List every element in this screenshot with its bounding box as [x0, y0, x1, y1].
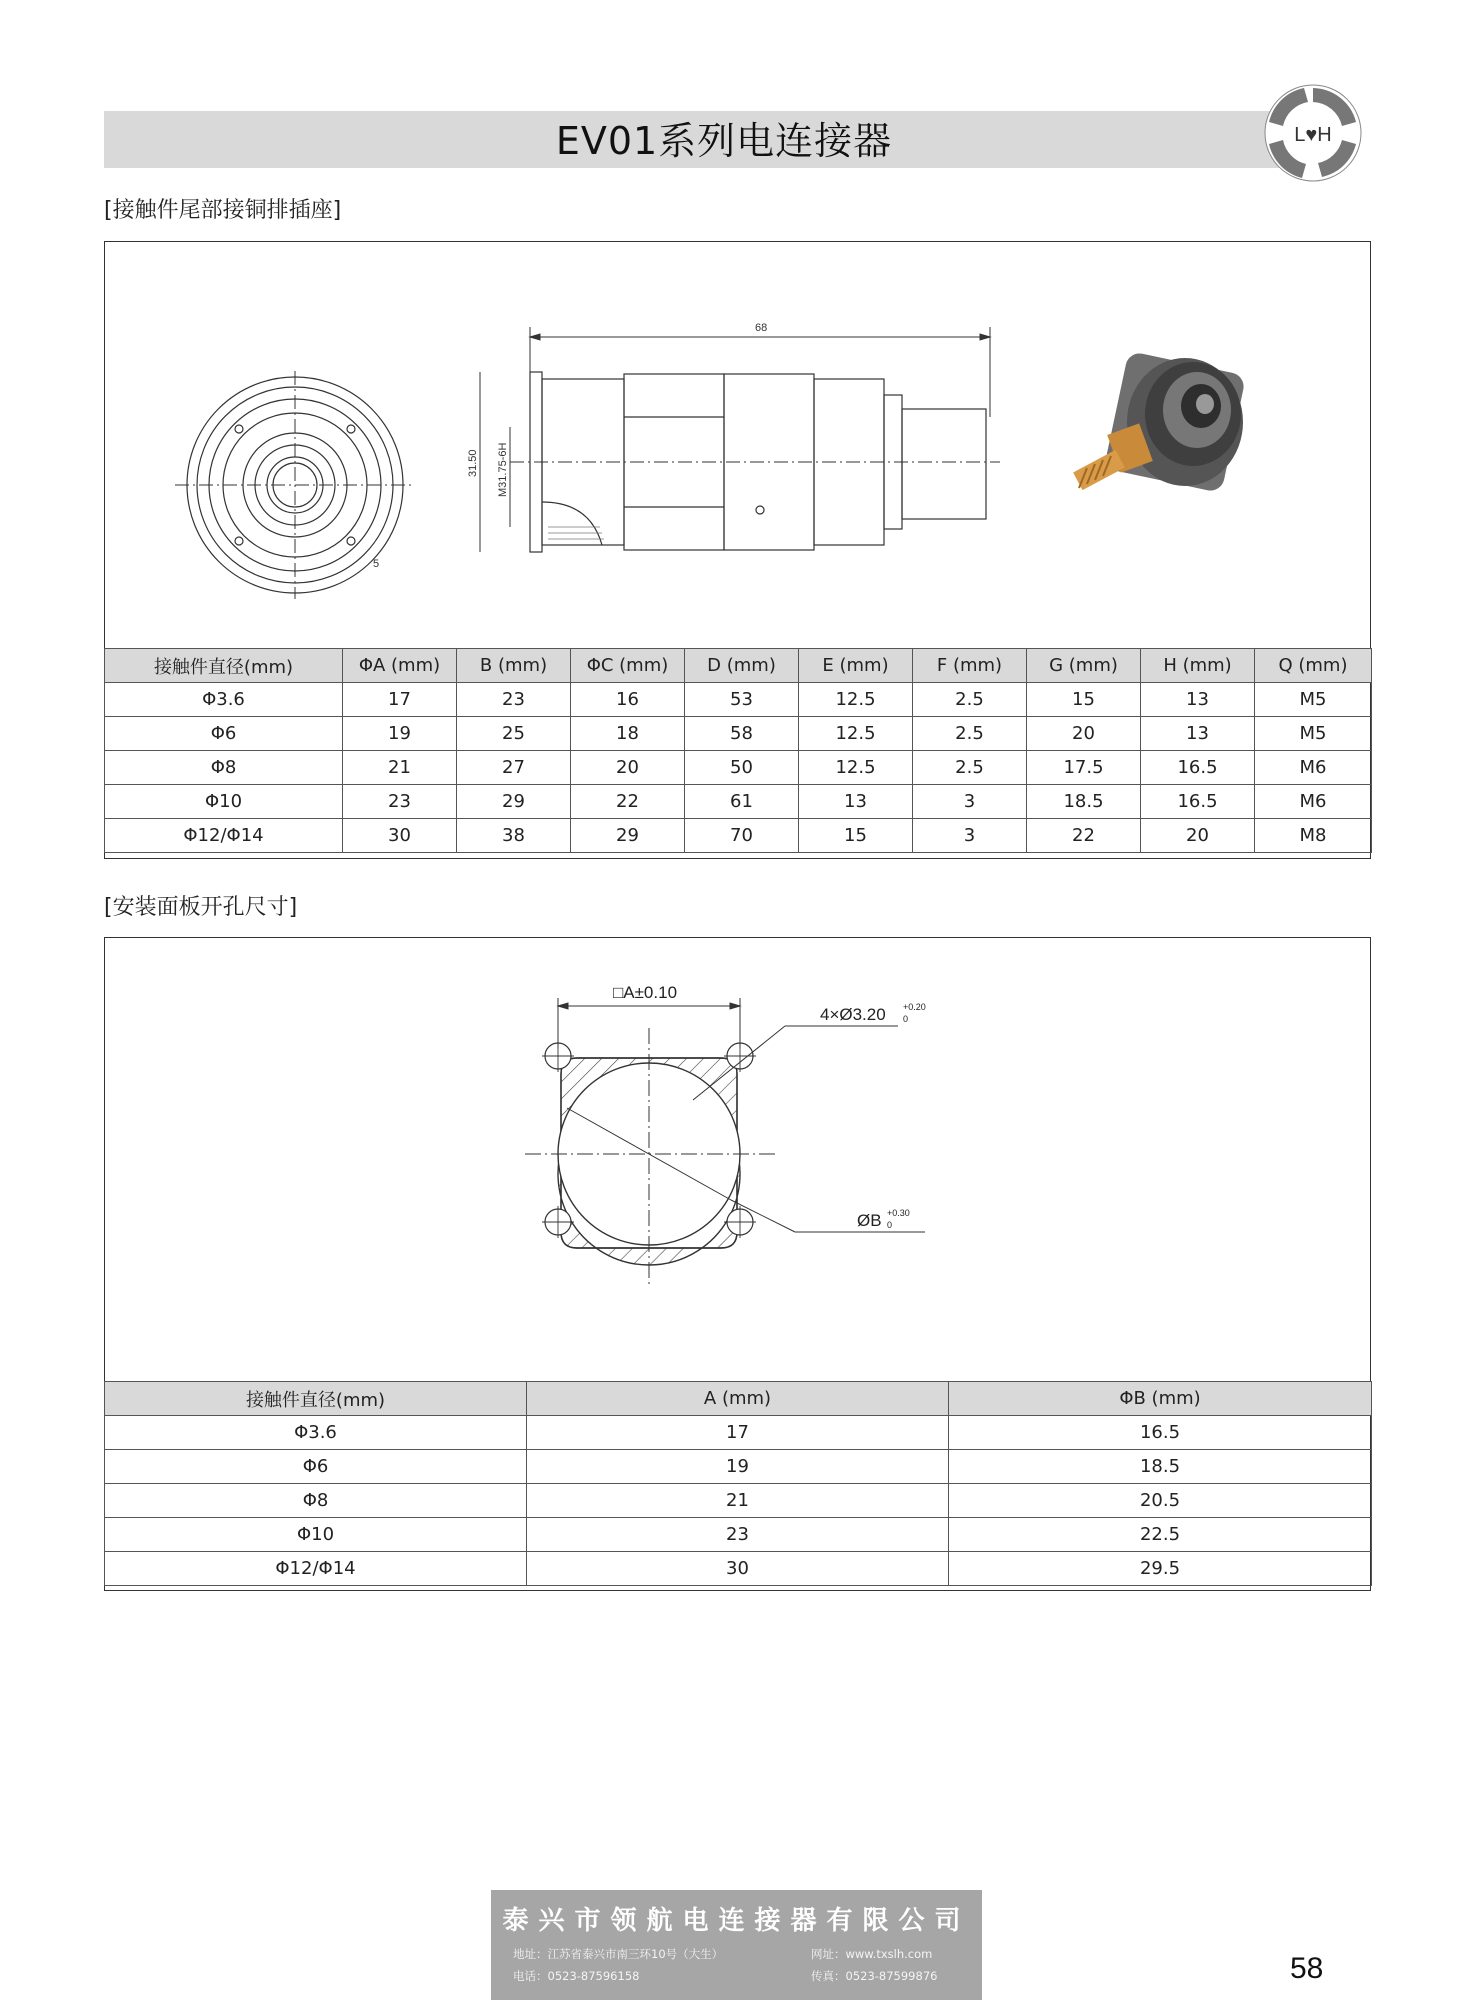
- table-row: [105, 683, 1372, 717]
- table-cell: 13: [799, 785, 913, 819]
- header-cell: Q (mm): [1255, 649, 1372, 683]
- table-row: [105, 1484, 1372, 1518]
- table-cell: 18.5: [1027, 785, 1141, 819]
- table-cell: 38: [457, 819, 571, 853]
- table-cell: 19: [527, 1450, 949, 1484]
- table-header-row: [105, 1382, 1372, 1416]
- table-cell: 53: [685, 683, 799, 717]
- dim-length-label: 68: [755, 322, 768, 334]
- table-cell: 16: [571, 683, 685, 717]
- dim-b-tol-lower: 0: [887, 1220, 893, 1230]
- side-view-drawing: [450, 317, 1010, 597]
- table-cell: 2.5: [913, 683, 1027, 717]
- header-cell: 接触件直径(mm): [105, 1382, 527, 1416]
- section-label-panel-cutout: [安装面板开孔尺寸]: [104, 895, 298, 920]
- section-label-socket: [接触件尾部接铜排插座]: [104, 198, 342, 223]
- table-cell: 16.5: [1141, 751, 1255, 785]
- table-cell: Φ10: [105, 785, 343, 819]
- table-cell: Φ12/Φ14: [105, 1552, 527, 1586]
- table-cell: 17: [527, 1416, 949, 1450]
- table-cell: Φ8: [105, 751, 343, 785]
- table-cell: 20: [571, 751, 685, 785]
- table-cell: 13: [1141, 717, 1255, 751]
- table-cell: 27: [457, 751, 571, 785]
- table-cell: 2.5: [913, 751, 1027, 785]
- table-cell: 20: [1141, 819, 1255, 853]
- table-cell: 15: [799, 819, 913, 853]
- footer-company-box: [491, 1890, 982, 2000]
- table-cell: 29.5: [949, 1552, 1372, 1586]
- table-cell: 17.5: [1027, 751, 1141, 785]
- table-cell: M6: [1255, 751, 1372, 785]
- product-photo: [1055, 332, 1295, 532]
- logo-text: L♥H: [1294, 124, 1332, 146]
- table-row: [105, 1552, 1372, 1586]
- dim-a-label: □A±0.10: [613, 983, 678, 1002]
- header-cell: ΦC (mm): [571, 649, 685, 683]
- table-cell: 19: [343, 717, 457, 751]
- header-cell: H (mm): [1141, 649, 1255, 683]
- footer-fax: 传真：0523-87599876: [811, 1969, 938, 1983]
- table-cell: 61: [685, 785, 799, 819]
- thread-label: M31.75-6H: [497, 442, 509, 497]
- table-cell: 23: [527, 1518, 949, 1552]
- table-cell: Φ10: [105, 1518, 527, 1552]
- table-cell: 29: [571, 819, 685, 853]
- table-cell: Φ12/Φ14: [105, 819, 343, 853]
- header-cell: 接触件直径(mm): [105, 649, 343, 683]
- header-cell: ΦA (mm): [343, 649, 457, 683]
- front-view-dim: 5: [373, 558, 380, 570]
- table-cell: 12.5: [799, 683, 913, 717]
- company-logo: [1262, 82, 1364, 184]
- table-cell: M6: [1255, 785, 1372, 819]
- dim-height-label: 31.50: [467, 449, 479, 477]
- panel-cutout-drawing: [505, 968, 1065, 1298]
- footer-company-name: 泰兴市领航电连接器有限公司: [502, 1906, 971, 1936]
- header-cell: D (mm): [685, 649, 799, 683]
- header-cell: ΦB (mm): [949, 1382, 1372, 1416]
- table-cell: 15: [1027, 683, 1141, 717]
- cutout-spec-table: [104, 1381, 1372, 1586]
- table-cell: 18: [571, 717, 685, 751]
- hole-tol-lower: 0: [903, 1014, 909, 1024]
- footer-address: 地址：江苏省泰兴市南三环10号（大生）: [513, 1947, 724, 1961]
- table-cell: Φ3.6: [105, 1416, 527, 1450]
- table-cell: 20: [1027, 717, 1141, 751]
- table-cell: 30: [527, 1552, 949, 1586]
- table-cell: 70: [685, 819, 799, 853]
- table-cell: 21: [343, 751, 457, 785]
- table-row: [105, 819, 1372, 853]
- header-cell: A (mm): [527, 1382, 949, 1416]
- table-cell: 18.5: [949, 1450, 1372, 1484]
- table-cell: 16.5: [949, 1416, 1372, 1450]
- front-view-drawing: [165, 367, 445, 607]
- page-title: EV01系列电连接器: [555, 119, 893, 163]
- table-cell: M5: [1255, 683, 1372, 717]
- table-row: [105, 1518, 1372, 1552]
- table-cell: 3: [913, 819, 1027, 853]
- table-cell: 23: [343, 785, 457, 819]
- table-cell: 23: [457, 683, 571, 717]
- socket-spec-table: [104, 648, 1372, 853]
- hole-dim-label: 4×Ø3.20: [820, 1005, 886, 1024]
- table-cell: 58: [685, 717, 799, 751]
- footer-website: 网址：www.txslh.com: [811, 1947, 933, 1961]
- table-cell: 50: [685, 751, 799, 785]
- table-cell: 20.5: [949, 1484, 1372, 1518]
- table-cell: 25: [457, 717, 571, 751]
- table-row: [105, 1416, 1372, 1450]
- table-cell: 22.5: [949, 1518, 1372, 1552]
- table-cell: Φ3.6: [105, 683, 343, 717]
- table-header-row: [105, 649, 1372, 683]
- table-cell: 12.5: [799, 751, 913, 785]
- table-cell: 3: [913, 785, 1027, 819]
- footer-phone: 电话：0523-87596158: [513, 1969, 640, 1983]
- table-cell: 13: [1141, 683, 1255, 717]
- table-cell: 12.5: [799, 717, 913, 751]
- header-cell: B (mm): [457, 649, 571, 683]
- table-cell: M8: [1255, 819, 1372, 853]
- table-cell: 2.5: [913, 717, 1027, 751]
- dim-b-tol-upper: +0.30: [887, 1208, 910, 1218]
- table-cell: M5: [1255, 717, 1372, 751]
- header-cell: F (mm): [913, 649, 1027, 683]
- table-cell: Φ6: [105, 717, 343, 751]
- table-row: [105, 1450, 1372, 1484]
- header-cell: E (mm): [799, 649, 913, 683]
- table-cell: 22: [1027, 819, 1141, 853]
- dim-b-label: ØB: [857, 1211, 882, 1230]
- header-cell: G (mm): [1027, 649, 1141, 683]
- table-row: [105, 785, 1372, 819]
- table-cell: 17: [343, 683, 457, 717]
- table-cell: Φ8: [105, 1484, 527, 1518]
- table-cell: 22: [571, 785, 685, 819]
- table-row: [105, 717, 1372, 751]
- table-row: [105, 751, 1372, 785]
- table-cell: 21: [527, 1484, 949, 1518]
- table-cell: Φ6: [105, 1450, 527, 1484]
- table-cell: 30: [343, 819, 457, 853]
- table-cell: 29: [457, 785, 571, 819]
- page-number: 58: [1290, 1952, 1324, 1985]
- hole-tol-upper: +0.20: [903, 1002, 926, 1012]
- table-cell: 16.5: [1141, 785, 1255, 819]
